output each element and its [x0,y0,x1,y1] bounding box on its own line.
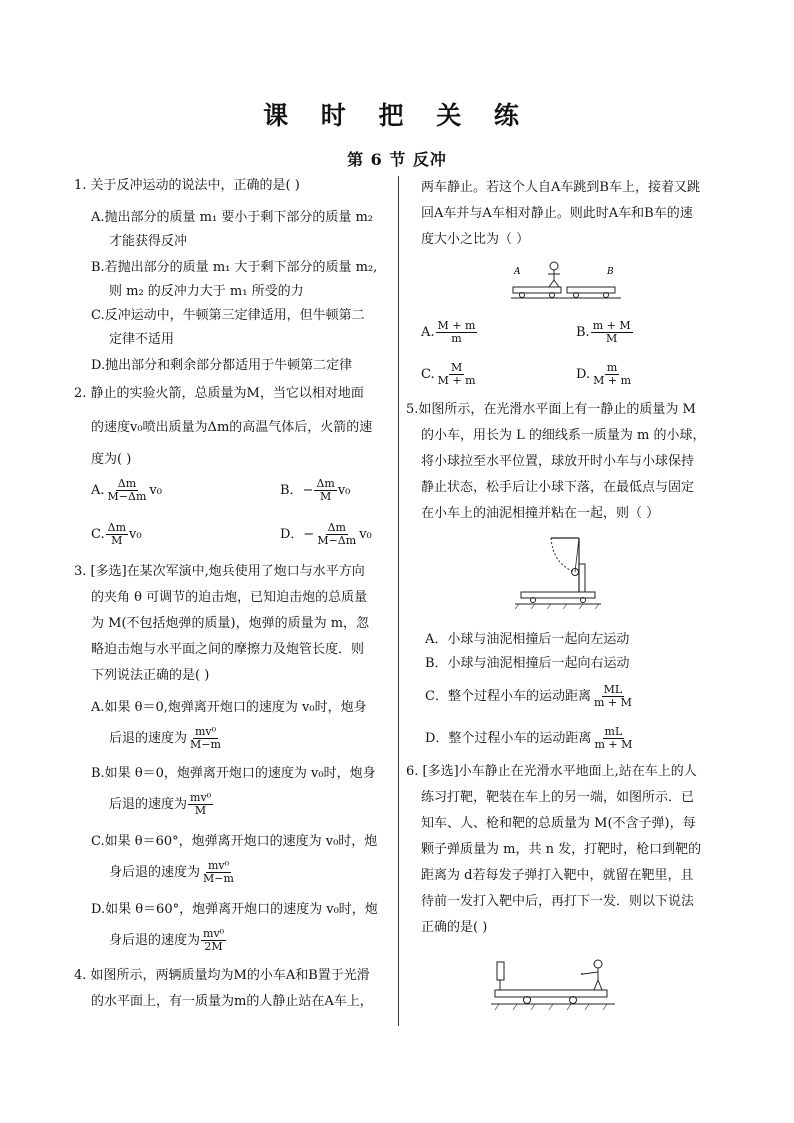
q2-stem-2: 的速度v₀喷出质量为Δm的高温气体后，火箭的速 [91,420,373,435]
q3-option-c: C.如果 θ＝60°，炮弹离开炮口的速度为 v₀时，炮 [91,834,378,849]
q3-option-b: B.如果 θ＝0，炮弹离开炮口的速度为 v₀时，炮身 [91,766,376,781]
q3-stem-1: 3. [多选]在某次军演中,炮兵使用了炮口与水平方向 [74,564,365,579]
q3-option-d-cont: 身后退的速度为 $\frac{\text{mv⁰}}{2M}$ [109,927,225,953]
q1-option-b-cont: 则 m₂ 的反冲力大于 m₁ 所受的力 [109,284,304,299]
q5-option-d: D．整个过程小车的运动距离 $\frac{mL}{m + M}$ [425,725,633,751]
q4-stem-2: 的水平面上，有一质量为m的人静止站在A车上， [91,994,373,1009]
q2-stem-3: 度为( ) [91,452,132,467]
page-title: 课 时 把 关 练 [263,101,531,130]
q3-option-b-cont: 后退的速度为 $\frac{\text{mv⁰}}{M}$ [109,791,212,817]
q2-stem-1: 2. 静止的实验火箭，总质量为M，当它以相对地面 [74,386,364,401]
q3-stem-3: 为 M(不包括炮弹的质量)，炮弹的质量为 m，忽 [91,616,370,631]
q3-stem-5: 下列说法正确的是( ) [91,668,210,683]
two-carts-figure [511,260,631,304]
q6-stem-2: 练习打靶，靶装在车上的另一端，如图所示．已 [421,790,695,805]
q4-stem-5: 度大小之比为（ ） [421,232,530,247]
section-subtitle: 第 6 节 反冲 [347,150,447,169]
q3-stem-2: 的夹角 θ 可调节的迫击炮，已知迫击炮的总质量 [91,590,368,605]
pendulum-cart-figure [515,534,601,610]
q5-option-c: C．整个过程小车的运动距离 $\frac{ML}{m + M}$ [425,683,632,709]
q6-stem-7: 正确的是( ) [421,920,488,935]
q2-option-c: C. $\frac{\Delta m}{M}$ v₀ [91,521,142,547]
q3-option-c-cont: 身后退的速度为 $\frac{\text{mv⁰}}{M-m}$ [109,859,234,885]
q4-option-c: C. $\frac{M}{M + m}$ [421,361,476,387]
q4-option-d: D. $\frac{m}{M + m}$ [576,361,631,387]
q3-stem-4: 略迫击炮与水平面之间的摩擦力及炮管长度．则 [91,642,365,657]
q5-stem-5: 在小车上的油泥相撞并粘在一起，则（ ） [421,506,660,521]
q3-option-d: D.如果 θ＝60°，炮弹离开炮口的速度为 v₀时，炮 [91,902,378,917]
q1-option-a-cont: 才能获得反冲 [109,234,188,249]
q6-stem-4: 颗子弹质量为 m，共 n 发，打靶时，枪口到靶的 [421,842,702,857]
q2-option-a: A. $\frac{\Delta m}{M-\Delta m}$ v₀ [91,477,162,503]
q6-stem-3: 知车、人、枪和靶的总质量为 M(不含子弹)，每 [421,816,696,831]
q2-option-d: D．− $\frac{\Delta m}{M-\Delta m}$ v₀ [280,521,372,547]
q4-stem-1: 4. 如图所示，两辆质量均为M的小车A和B置于光滑 [74,968,370,983]
q5-stem-2: 的小车，用长为 L 的细线系一质量为 m 的小球， [421,428,706,443]
q4-stem-4: 回A车并与A车相对静止。则此时A车和B车的速 [421,206,693,221]
q1-stem: 1. 关于反冲运动的说法中，正确的是( ) [74,178,300,193]
cart-a-label: A [514,267,521,277]
target-shooting-cart-figure [491,956,621,1014]
q6-stem-6: 待前一发打入靶中后，再打下一发．则以下说法 [421,894,695,909]
q4-option-b: B. $\frac{m + M}{M}$ [576,319,631,345]
q5-stem-4: 静止状态，松手后让小球下落，在最低点与固定 [421,480,695,495]
q1-option-c: C.反冲运动中，牛顿第三定律适用，但牛顿第二 [91,308,365,323]
q5-stem-3: 将小球拉至水平位置，球放开时小车与小球保持 [421,454,695,469]
column-divider [398,176,399,1026]
q3-option-a: A.如果 θ＝0,炮弹离开炮口的速度为 v₀时，炮身 [91,700,367,715]
q5-stem-1: 5.如图所示，在光滑水平面上有一静止的质量为 M [406,402,696,417]
q1-option-c-cont: 定律不适用 [109,332,175,347]
q6-stem-1: 6. [多选]小车静止在光滑水平地面上,站在车上的人 [406,764,697,779]
cart-b-label: B [607,267,614,277]
q6-stem-5: 距离为 d若每发子弹打入靶中，就留在靶里，且 [421,868,694,883]
q1-option-a: A.抛出部分的质量 m₁ 要小于剩下部分的质量 m₂ [91,210,373,225]
q5-option-a: A．小球与油泥相撞后一起向左运动 [425,632,630,647]
q1-option-d: D.抛出部分和剩余部分都适用于牛顿第二定律 [91,358,353,373]
q4-option-a: A. $\frac{M + m}{m}$ [421,319,476,345]
q2-option-b: B．− $\frac{\Delta m}{M}$ v₀ [280,477,351,503]
q1-option-b: B.若抛出部分的质量 m₁ 大于剩下部分的质量 m₂, [91,260,378,275]
q5-option-b: B．小球与油泥相撞后一起向右运动 [425,656,630,671]
q3-option-a-cont: 后退的速度为 $\frac{\text{mv⁰}}{M-m}$ [109,725,221,751]
q4-stem-3: 两车静止。若这个人自A车跳到B车上，接着又跳 [421,180,700,195]
